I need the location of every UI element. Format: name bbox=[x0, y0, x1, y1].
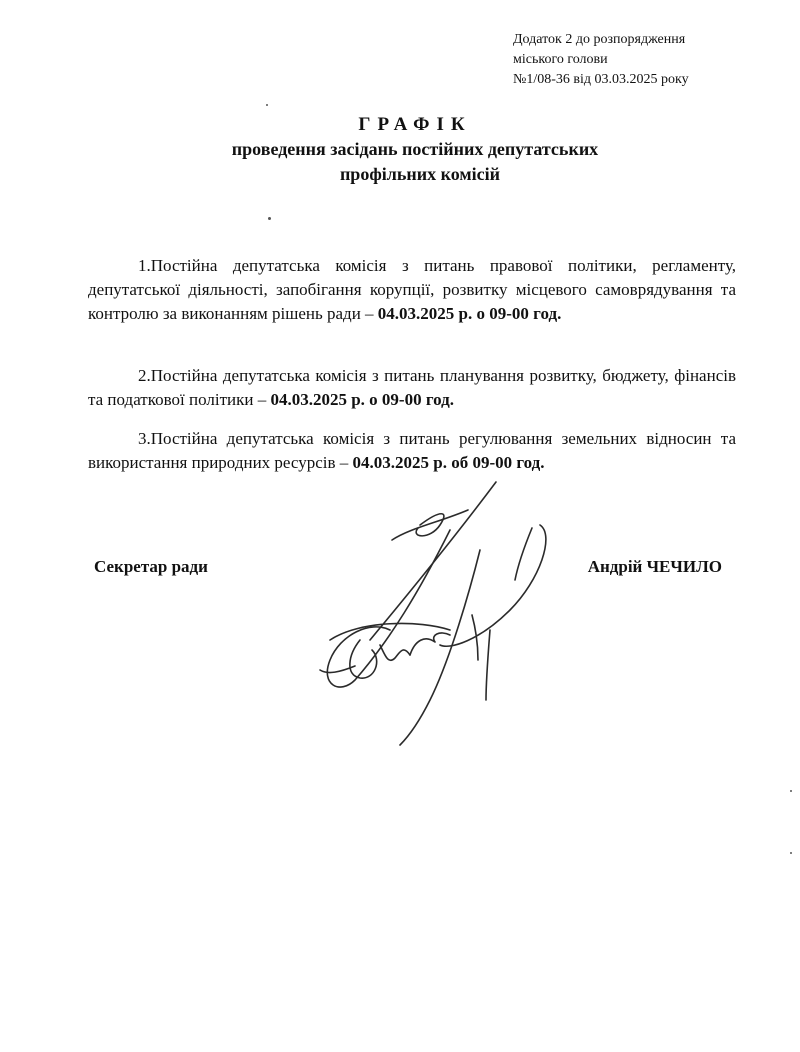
handwritten-signature bbox=[300, 470, 580, 770]
annex-line-1: Додаток 2 до розпорядження bbox=[513, 32, 686, 47]
commission-item-2-text: 2.Постійна депутатська комісія з питань планування розвитку, бюджету, фінансів та податкової політики – bbox=[88, 366, 736, 409]
commission-item-1-text: 1.Постійна депутатська комісія з питань правової політики, регламенту, депутатської діяльності, запобігання корупції, розвитку місцевого самоврядування та контролю за виконанням рішень ради – bbox=[88, 256, 736, 323]
annex-line-2: міського голови bbox=[513, 52, 608, 67]
commission-item-1-datetime: 04.03.2025 р. о 09-00 год. bbox=[377, 304, 562, 323]
document-title bbox=[0, 112, 800, 187]
annex-header bbox=[513, 30, 783, 90]
commission-item-3-text: 3.Постійна депутатська комісія з питань регулювання земельних відносин та використання природних ресурсів – bbox=[88, 429, 736, 472]
title-line-2: проведення засідань постійних депутатських bbox=[231, 139, 599, 159]
scan-speck bbox=[268, 217, 271, 220]
title-line-3: профільних комісій bbox=[339, 164, 501, 184]
title-heading: ГРАФІК bbox=[358, 114, 472, 135]
scan-speck bbox=[266, 104, 268, 106]
commission-item-1 bbox=[88, 254, 736, 326]
commission-item-2-datetime: 04.03.2025 р. о 09-00 год. bbox=[270, 390, 454, 409]
scan-speck bbox=[790, 852, 792, 854]
signatory-position: Секретар ради bbox=[94, 557, 208, 576]
commission-item-3 bbox=[88, 427, 736, 475]
commission-item-3-datetime: 04.03.2025 р. об 09-00 год. bbox=[352, 453, 545, 472]
annex-line-3: №1/08-36 від 03.03.2025 року bbox=[513, 72, 689, 87]
scan-speck bbox=[790, 790, 792, 792]
signatory-name: Андрій ЧЕЧИЛО bbox=[587, 557, 722, 576]
commission-item-2 bbox=[88, 364, 736, 412]
